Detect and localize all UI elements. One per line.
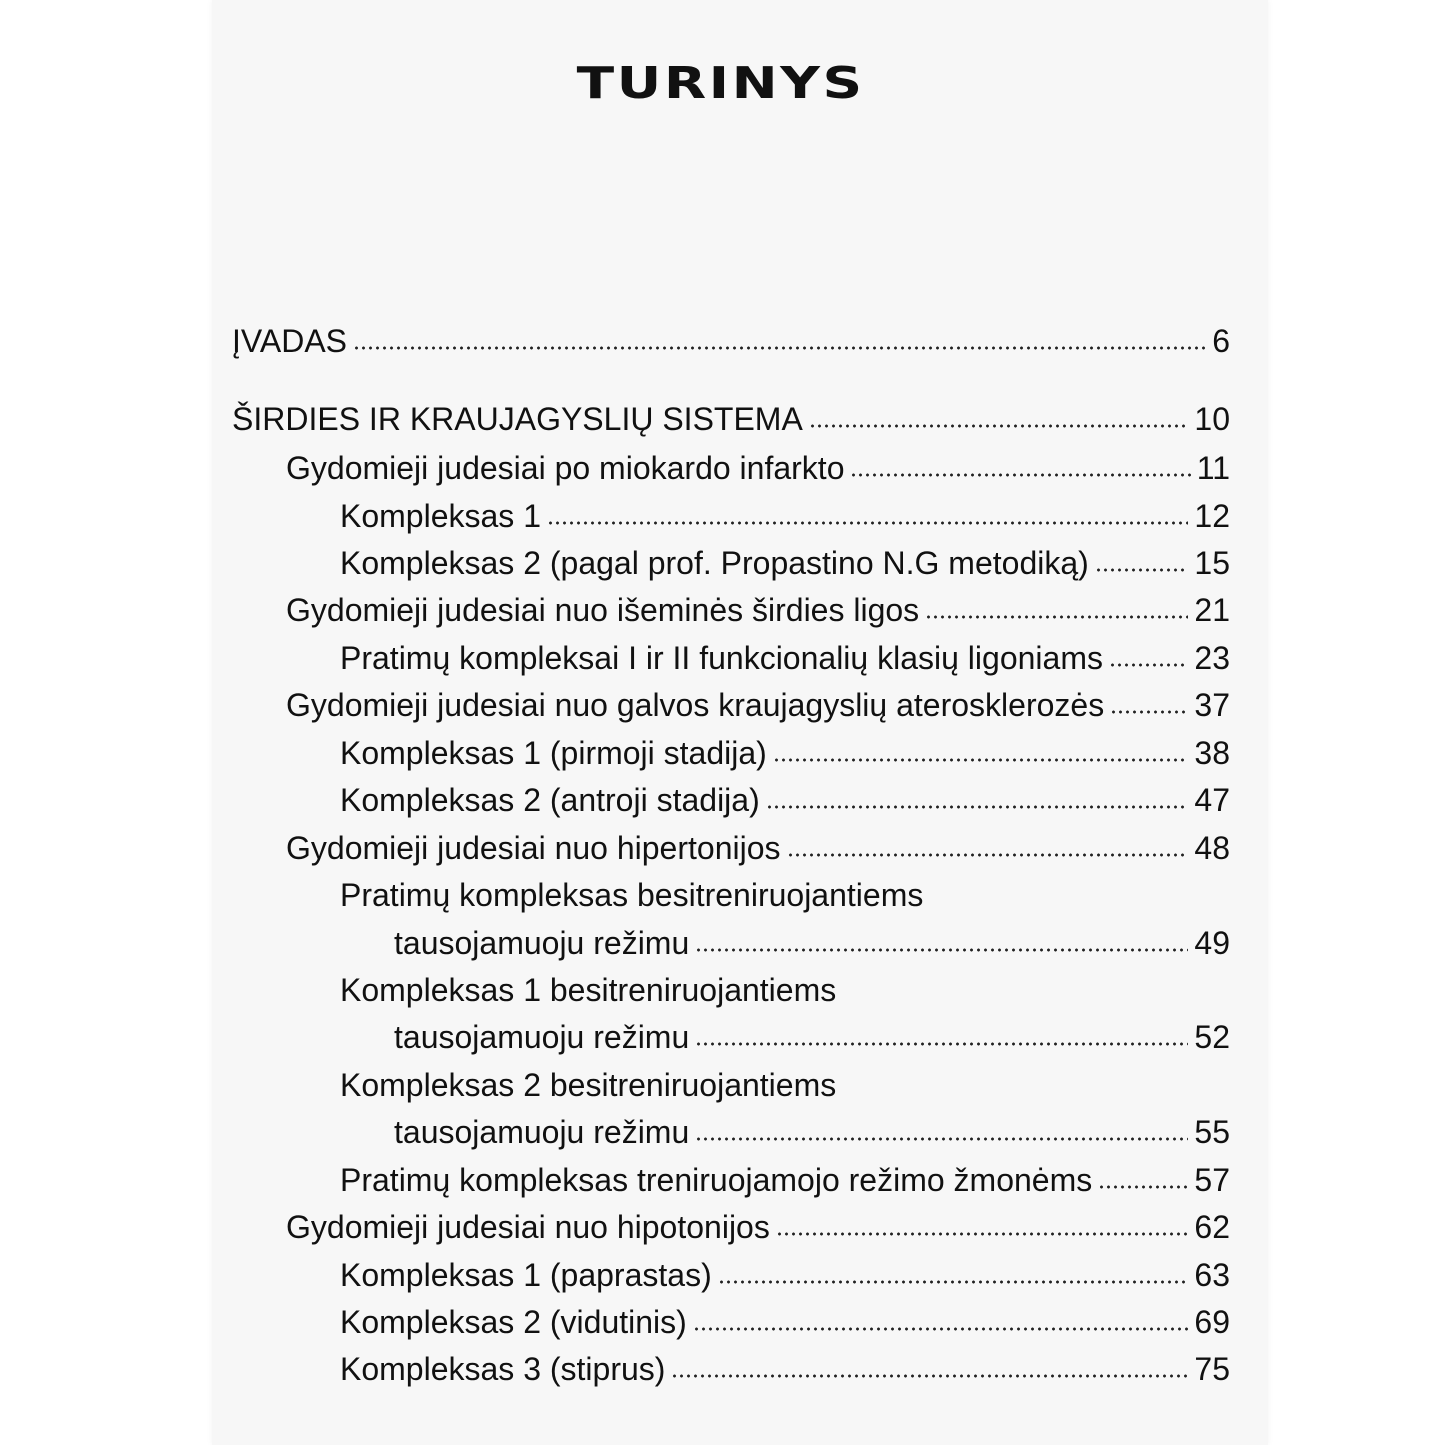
toc-entry-label: Pratimų kompleksai I ir II funkcionalių klasių ligoniams [340, 640, 1103, 676]
dot-leader [766, 783, 1189, 811]
toc-page-number: 48 [1194, 830, 1230, 866]
toc-entry [340, 497, 1230, 535]
toc-entry-continuation: tausojamuoju režimu [394, 1114, 690, 1150]
toc-page-number: 6 [1212, 323, 1230, 359]
toc-entry [340, 1350, 1230, 1388]
toc-page-number: 10 [1194, 401, 1230, 437]
toc-entry [394, 1018, 1230, 1056]
dot-leader [695, 1020, 1188, 1048]
toc-entry-label: Gydomieji judesiai nuo galvos kraujagyslių aterosklerozės [286, 687, 1105, 723]
toc-entry [286, 449, 1230, 487]
toc-entry-label: ŠIRDIES IR KRAUJAGYSLIŲ SISTEMA [232, 401, 803, 437]
toc-entry-label: Kompleksas 2 (pagal prof. Propastino N.G metodiką) [340, 545, 1089, 581]
dot-leader [1110, 688, 1188, 716]
toc-entry-label: Kompleksas 1 besitreniruojantiems [340, 972, 837, 1008]
dot-leader [1109, 641, 1188, 669]
dot-leader [925, 593, 1188, 621]
toc-page-number: 57 [1194, 1162, 1230, 1198]
dot-leader [1098, 1163, 1188, 1191]
dot-leader [787, 831, 1189, 859]
toc-entry-label: Pratimų kompleksas treniruojamojo režimo žmonėms [340, 1162, 1093, 1198]
toc-page-number: 55 [1194, 1114, 1230, 1150]
toc-entry [340, 781, 1230, 819]
dot-leader [809, 402, 1189, 430]
toc-entry-label: Kompleksas 3 (stiprus) [340, 1351, 666, 1387]
toc-entry [340, 1303, 1230, 1341]
toc-page-number: 12 [1194, 498, 1230, 534]
toc-entry [394, 1113, 1230, 1151]
toc-entry-label: Gydomieji judesiai nuo hipertonijos [286, 830, 781, 866]
dot-leader [773, 736, 1189, 764]
toc-entry-label: Kompleksas 2 (vidutinis) [340, 1304, 687, 1340]
dot-leader [671, 1352, 1188, 1380]
toc-entry-label: Kompleksas 1 (paprastas) [340, 1257, 712, 1293]
dot-leader [353, 324, 1206, 352]
toc-entry-label: Kompleksas 2 (antroji stadija) [340, 782, 760, 818]
toc-page-number: 11 [1196, 450, 1230, 486]
dot-leader [693, 1305, 1189, 1333]
toc-page-number: 75 [1194, 1351, 1230, 1387]
toc-page-number: 62 [1194, 1209, 1230, 1245]
toc-entry-label: Gydomieji judesiai nuo išeminės širdies ligos [286, 592, 920, 628]
dot-leader [695, 1115, 1188, 1143]
toc-entry-label: Pratimų kompleksas besitreniruojantiems [340, 877, 924, 913]
toc-entry-label: Kompleksas 1 [340, 498, 541, 534]
toc-entry [286, 829, 1230, 867]
toc-entry-section [232, 400, 1230, 438]
toc-page-number: 52 [1194, 1019, 1230, 1055]
dot-leader [850, 451, 1190, 479]
dot-leader [547, 499, 1188, 527]
toc-page-number: 69 [1194, 1304, 1230, 1340]
toc-entry [340, 1161, 1230, 1199]
toc-page-number: 37 [1194, 687, 1230, 723]
toc-page-number: 38 [1194, 735, 1230, 771]
toc-entry [340, 1256, 1230, 1294]
toc-entry [286, 1208, 1230, 1246]
toc-entry [340, 544, 1230, 582]
toc-page-number: 47 [1194, 782, 1230, 818]
dot-leader [1095, 546, 1189, 574]
page-title: TURINYS [576, 58, 865, 109]
toc-entry-label: Gydomieji judesiai nuo hipotonijos [286, 1209, 770, 1245]
toc-page-number: 21 [1194, 592, 1230, 628]
toc-entry-continuation: tausojamuoju režimu [394, 1019, 690, 1055]
toc-entry [340, 639, 1230, 677]
toc-entry-label: ĮVADAS [232, 323, 347, 359]
toc-entry-label: Gydomieji judesiai po miokardo infarkto [286, 450, 845, 486]
dot-leader [695, 926, 1188, 954]
dot-leader [776, 1210, 1189, 1238]
toc-entry-label: Kompleksas 1 (pirmoji stadija) [340, 735, 767, 771]
toc-entry-label: Kompleksas 2 besitreniruojantiems [340, 1067, 837, 1103]
toc-page-number: 63 [1194, 1257, 1230, 1293]
toc-entry-continuation: tausojamuoju režimu [394, 925, 690, 961]
dot-leader [718, 1258, 1189, 1286]
toc-entry [340, 734, 1230, 772]
toc-entry [286, 591, 1230, 629]
toc-page-number: 15 [1194, 545, 1230, 581]
toc-entry-ivadas [232, 322, 1230, 360]
toc-page-number: 49 [1194, 925, 1230, 961]
toc-entry [286, 686, 1230, 724]
toc-page-number: 23 [1194, 640, 1230, 676]
toc-entry [394, 924, 1230, 962]
